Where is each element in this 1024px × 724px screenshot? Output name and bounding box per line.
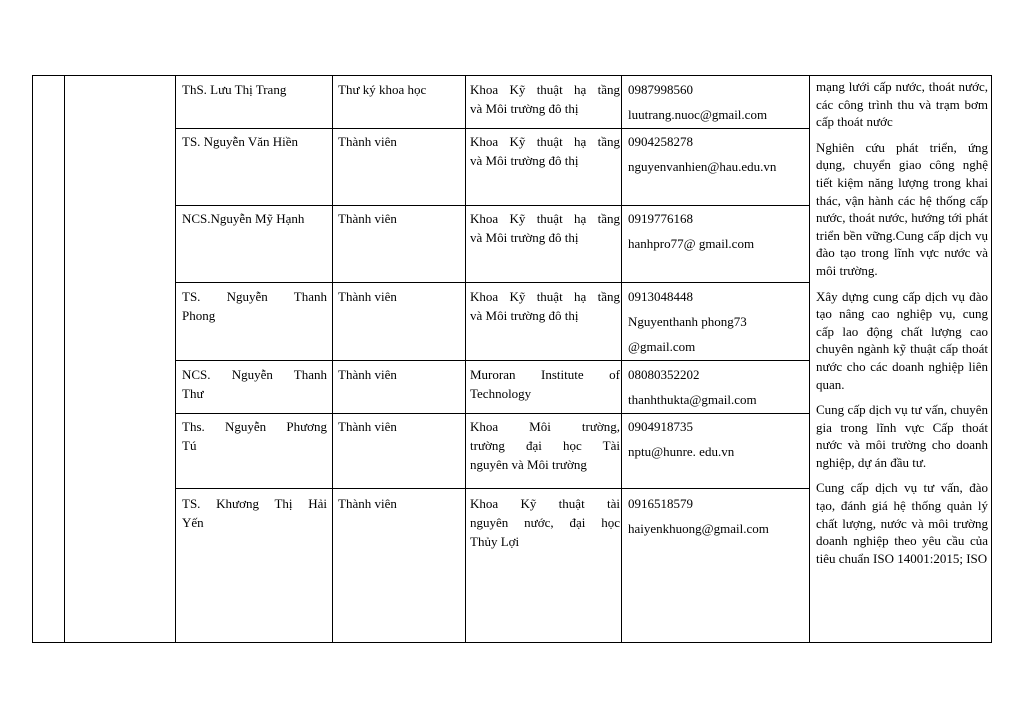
member-contact bbox=[628, 287, 808, 356]
phone-number: 0919776168 bbox=[628, 211, 693, 226]
phone-number: 0904258278 bbox=[628, 134, 693, 149]
email-address: Nguyenthanh phong73 bbox=[628, 314, 747, 329]
member-role: Thành viên bbox=[338, 419, 397, 434]
member-unit: Khoa Kỹ thuật hạ tầng và Môi trường đô thị bbox=[470, 211, 620, 245]
member-unit: Khoa Kỹ thuật tài nguyên nước, đại học Thủy Lợi bbox=[470, 496, 620, 549]
member-contact bbox=[628, 209, 808, 253]
table-border-bottom bbox=[32, 642, 992, 643]
member-role: Thành viên bbox=[338, 289, 397, 304]
row-divider bbox=[175, 128, 810, 129]
description-paragraph: Nghiên cứu phát triển, ứng dụng, chuyển giao công nghệ tiết kiệm năng lượng trong khai thác, vận hành các hệ thống cấp nước, thoát nước, hướng tới phát triển bền vững.Cung cấp dịch vụ đào tạo trong lĩnh vực nước và môi trường. bbox=[816, 139, 988, 278]
member-contact bbox=[628, 365, 808, 409]
member-name: Ths. Nguyễn Phương Tú bbox=[182, 419, 327, 453]
member-name: TS. Nguyễn Văn Hiền bbox=[182, 134, 299, 149]
email-address: nptu@hunre. edu.vn bbox=[628, 444, 735, 459]
email-address: nguyenvanhien@hau.edu.vn bbox=[628, 159, 777, 174]
email-address: hanhpro77@ gmail.com bbox=[628, 236, 755, 251]
email-address: luutrang.nuoc@gmail.com bbox=[628, 107, 768, 122]
column-divider bbox=[465, 75, 466, 643]
member-unit: Khoa Kỹ thuật hạ tầng và Môi trường đô thị bbox=[470, 82, 620, 116]
column-divider bbox=[809, 75, 810, 643]
member-name: ThS. Lưu Thị Trang bbox=[182, 82, 287, 97]
phone-number: 0916518579 bbox=[628, 496, 693, 511]
description-paragraph: mạng lưới cấp nước, thoát nước, các công trình thu và trạm bơm cấp thoát nước bbox=[816, 79, 988, 130]
member-name: NCS. Nguyễn Thanh Thư bbox=[182, 367, 327, 401]
phone-number: 08080352202 bbox=[628, 367, 700, 382]
member-name: TS. Nguyễn Thanh Phong bbox=[182, 289, 327, 323]
row-divider bbox=[175, 205, 810, 206]
column-divider bbox=[621, 75, 622, 643]
column-divider bbox=[64, 75, 65, 643]
phone-number: 0913048448 bbox=[628, 289, 693, 304]
member-name: TS. Khương Thị Hải Yến bbox=[182, 496, 327, 530]
member-unit: Khoa Môi trường, trường đại học Tài nguyên và Môi trường bbox=[470, 419, 620, 472]
column-divider bbox=[175, 75, 176, 643]
email-address-continued: @gmail.com bbox=[628, 339, 696, 354]
row-divider bbox=[175, 282, 810, 283]
member-role: Thư ký khoa học bbox=[338, 82, 427, 97]
member-contact bbox=[628, 494, 808, 538]
member-name: NCS.Nguyễn Mỹ Hạnh bbox=[182, 211, 305, 226]
column-divider bbox=[332, 75, 333, 643]
row-divider bbox=[175, 360, 810, 361]
email-address: haiyenkhuong@gmail.com bbox=[628, 521, 769, 536]
member-role: Thành viên bbox=[338, 211, 397, 226]
member-role: Thành viên bbox=[338, 367, 397, 382]
table-border-top bbox=[32, 75, 992, 76]
member-contact bbox=[628, 132, 808, 176]
table-border-right bbox=[991, 75, 992, 643]
description-paragraph: Xây dựng cung cấp dịch vụ đào tạo nâng cao nghiệp vụ, cung cấp lao động chất lượng cao chuyên ngành kỹ thuật cấp thoát nước cho các doanh nghiệp liên quan. bbox=[816, 288, 988, 392]
member-role: Thành viên bbox=[338, 134, 397, 149]
member-unit: Khoa Kỹ thuật hạ tầng và Môi trường đô thị bbox=[470, 134, 620, 168]
research-description bbox=[816, 78, 988, 575]
member-contact bbox=[628, 80, 808, 124]
email-address: thanhthukta@gmail.com bbox=[628, 392, 757, 407]
table-border-left bbox=[32, 75, 33, 643]
member-unit: Khoa Kỹ thuật hạ tầng và Môi trường đô thị bbox=[470, 289, 620, 323]
member-role: Thành viên bbox=[338, 496, 397, 511]
description-paragraph: Cung cấp dịch vụ tư vấn, đào tạo, đánh giá hệ thống quản lý chất lượng, nước và môi trường doanh nghiệp theo yêu cầu của tiêu chuẩn ISO 14001:2015; ISO bbox=[816, 480, 988, 566]
phone-number: 0904918735 bbox=[628, 419, 693, 434]
description-paragraph: Cung cấp dịch vụ tư vấn, chuyên gia trong lĩnh vực Cấp thoát nước và môi trường cho doanh nghiệp, dự án đầu tư. bbox=[816, 402, 988, 470]
phone-number: 0987998560 bbox=[628, 82, 693, 97]
member-contact bbox=[628, 417, 808, 461]
member-unit: Muroran Institute of Technology bbox=[470, 367, 620, 401]
row-divider bbox=[175, 488, 810, 489]
row-divider bbox=[175, 413, 810, 414]
